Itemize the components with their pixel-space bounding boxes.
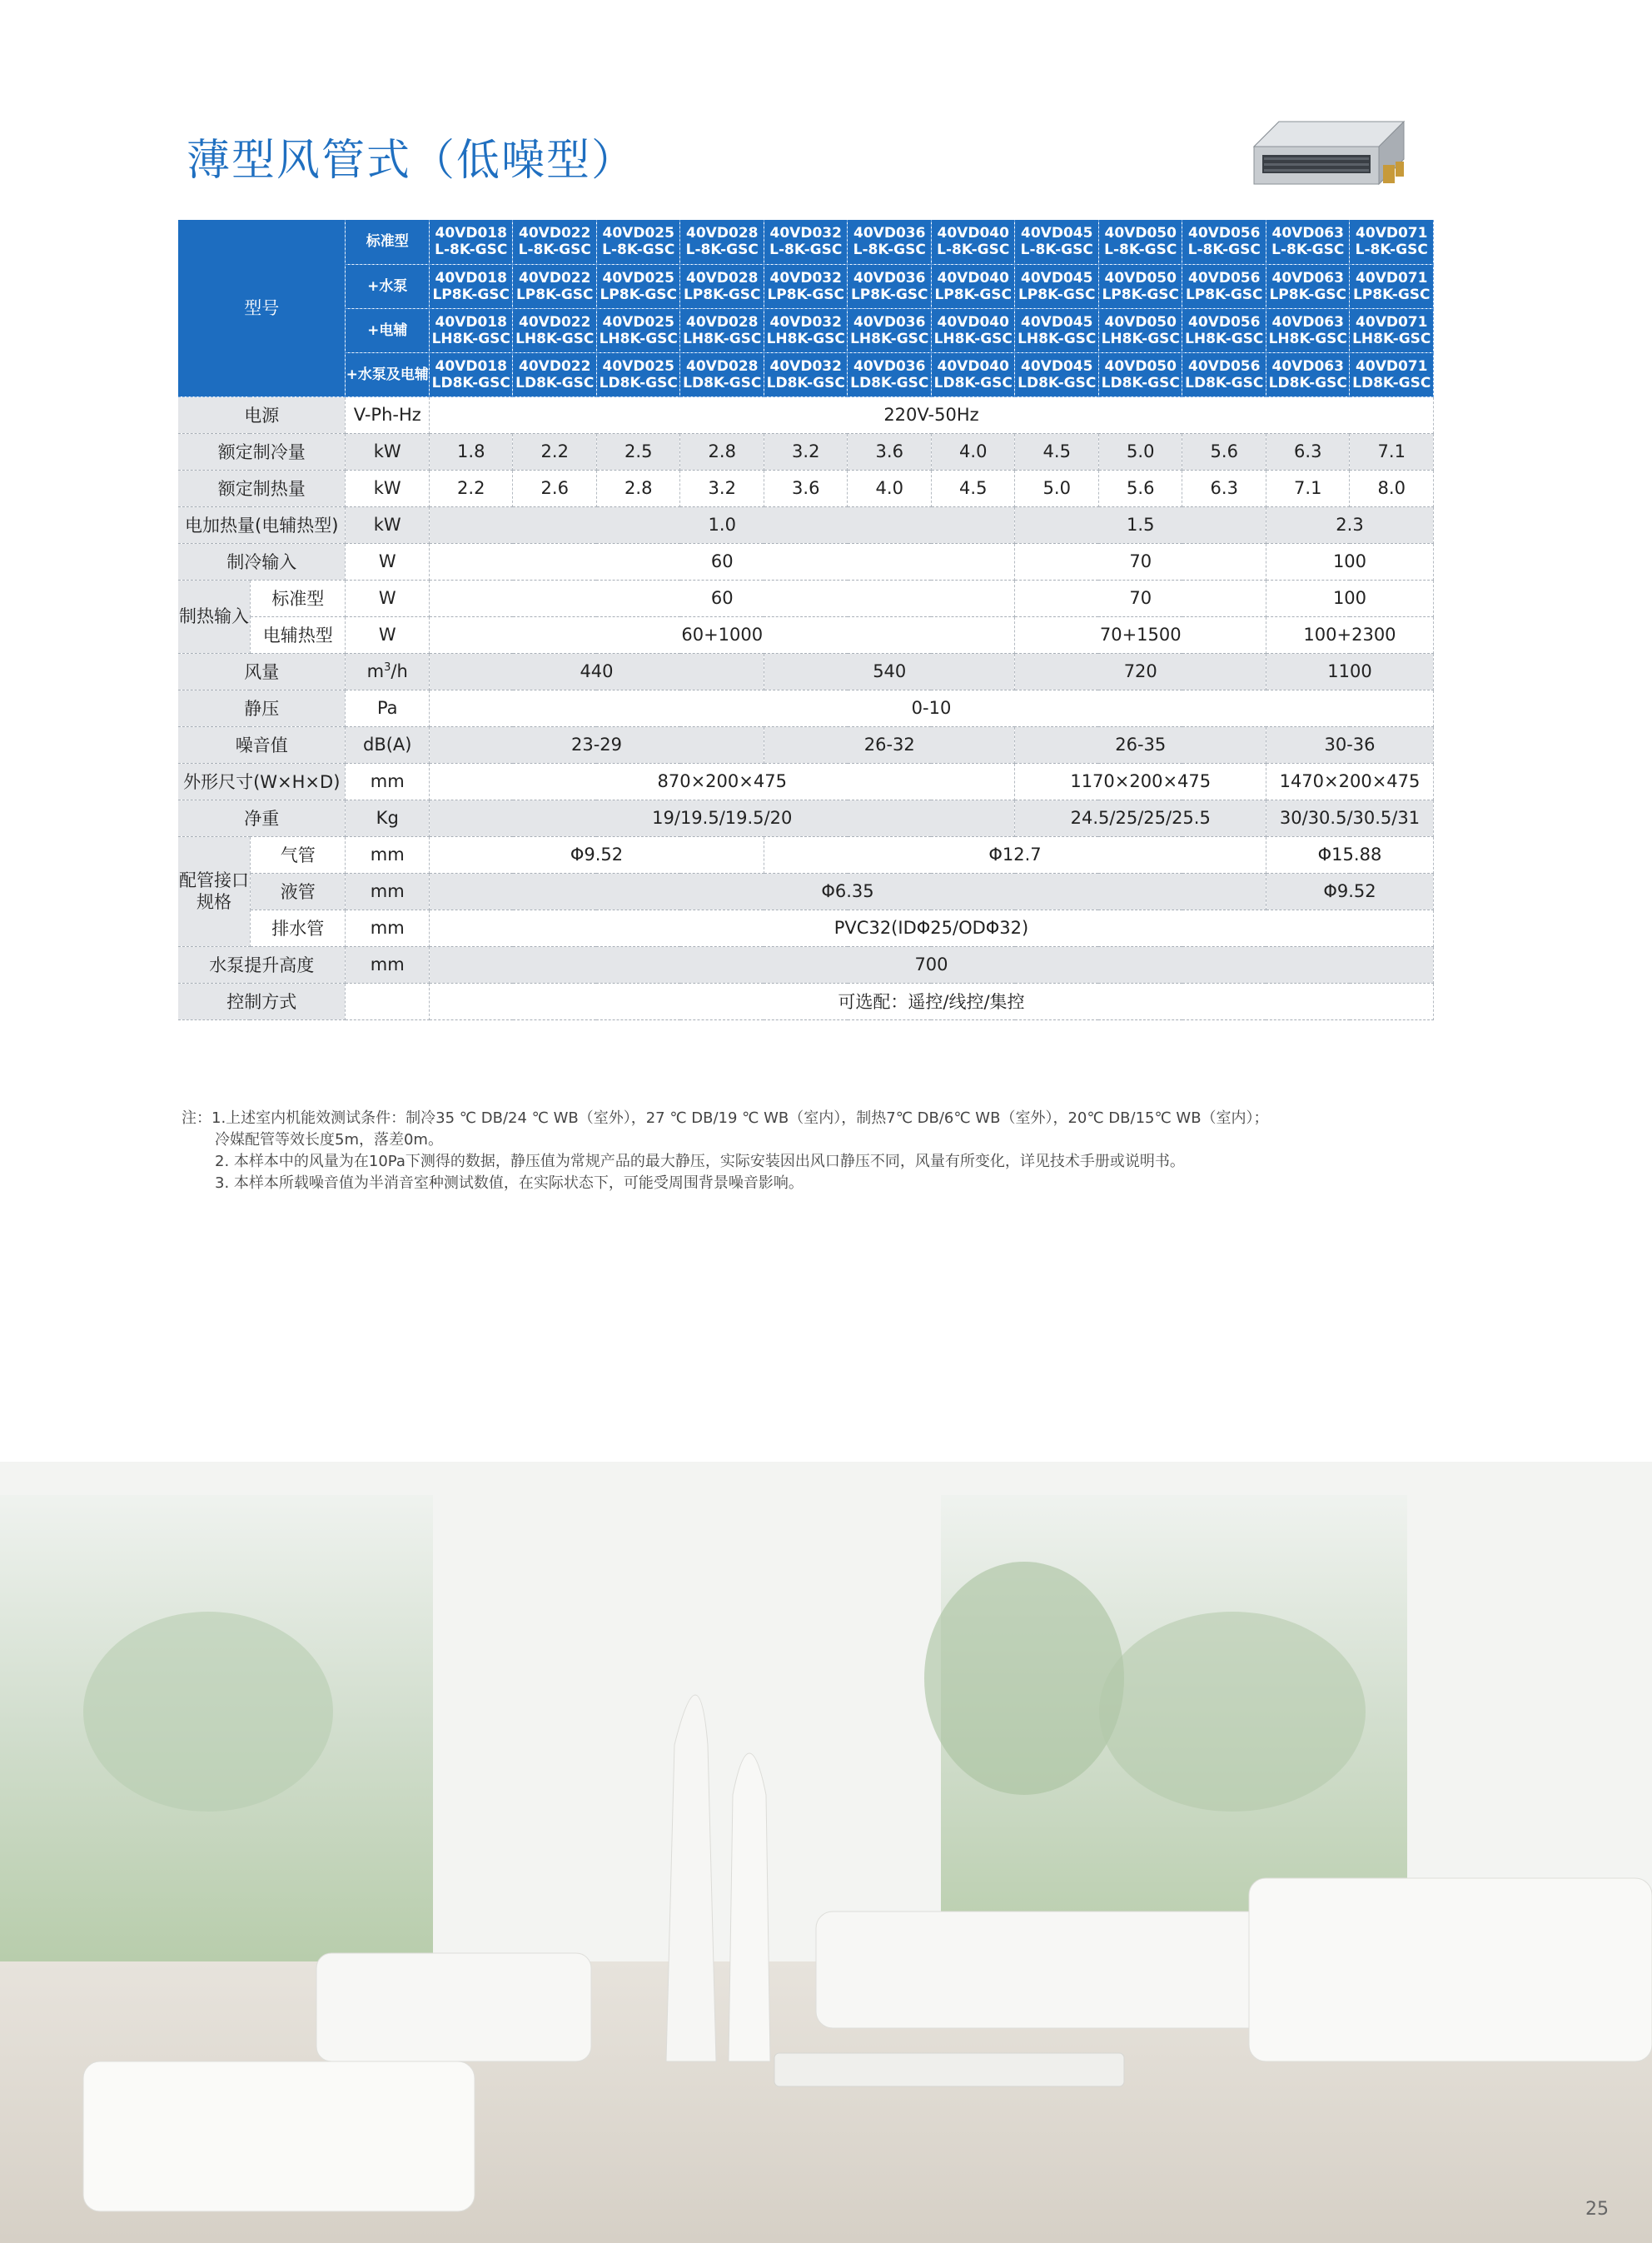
row-value: 1170×200×475 (1015, 763, 1266, 800)
row-unit: kW (346, 506, 430, 543)
row-value: 可选配：遥控/线控/集控 (429, 983, 1433, 1019)
table-row (178, 264, 1434, 308)
note-line: 注：1.上述室内机能效测试条件：制冷35 ℃ DB/24 ℃ WB（室外），27 ℃ DB/19 ℃ WB（室内），制热7℃ DB/6℃ WB（室外），20℃ DB/15℃ WB（室内）； (182, 1109, 1269, 1127)
sub-label: 电辅热型 (250, 616, 346, 653)
table-row (178, 506, 1434, 543)
table-row (178, 580, 1434, 616)
table-row (178, 836, 1434, 873)
model-code: 40VD045 LD8K-GSC (1015, 352, 1099, 396)
row-value: 4.0 (931, 433, 1015, 470)
row-unit: Kg (346, 800, 430, 836)
row-value: 30-36 (1266, 726, 1433, 763)
row-value: 2.2 (513, 433, 597, 470)
row-value: 870×200×475 (429, 763, 1015, 800)
row-label: 配管接口规格 (178, 836, 250, 946)
model-code: 40VD032 LD8K-GSC (764, 352, 848, 396)
row-value: 19/19.5/19.5/20 (429, 800, 1015, 836)
living-room-illustration (0, 1462, 1652, 2243)
row-value: 540 (764, 653, 1015, 690)
row-value: 1.0 (429, 506, 1015, 543)
row-label: 净重 (178, 800, 346, 836)
row-value: 24.5/25/25/25.5 (1015, 800, 1266, 836)
row-unit: mm (346, 910, 430, 946)
model-code: 40VD040 LP8K-GSC (931, 264, 1015, 308)
table-row (178, 220, 1434, 264)
model-code: 40VD071 LH8K-GSC (1350, 308, 1434, 352)
row-value: 7.1 (1350, 433, 1434, 470)
row-value: 5.6 (1098, 470, 1182, 506)
model-label: 型号 (178, 220, 346, 396)
row-value: 2.3 (1266, 506, 1433, 543)
model-code: 40VD032 LH8K-GSC (764, 308, 848, 352)
model-code: 40VD045 LP8K-GSC (1015, 264, 1099, 308)
row-value: 30/30.5/30.5/31 (1266, 800, 1433, 836)
row-unit: mm (346, 946, 430, 983)
table-row (178, 763, 1434, 800)
row-value: 26-35 (1015, 726, 1266, 763)
row-unit: dB(A) (346, 726, 430, 763)
table-row (178, 352, 1434, 396)
row-value: 7.1 (1266, 470, 1350, 506)
variant-label: +电辅 (346, 308, 430, 352)
row-label: 外形尺寸(W×H×D) (178, 763, 346, 800)
table-row (178, 653, 1434, 690)
model-code: 40VD018 LH8K-GSC (429, 308, 513, 352)
row-unit: Pa (346, 690, 430, 726)
table-row (178, 543, 1434, 580)
row-unit: mm (346, 763, 430, 800)
row-value: 8.0 (1350, 470, 1434, 506)
row-unit: W (346, 616, 430, 653)
model-code: 40VD022 LP8K-GSC (513, 264, 597, 308)
model-code: 40VD036 LD8K-GSC (848, 352, 932, 396)
row-label: 控制方式 (178, 983, 346, 1019)
model-code: 40VD025 L-8K-GSC (596, 220, 680, 264)
row-value: 70+1500 (1015, 616, 1266, 653)
row-value: 2.6 (513, 470, 597, 506)
page-number: 25 (1585, 2199, 1609, 2220)
row-value: 4.5 (1015, 433, 1099, 470)
model-code: 40VD063 L-8K-GSC (1266, 220, 1350, 264)
row-value: 2.8 (680, 433, 764, 470)
row-value: 220V-50Hz (429, 396, 1433, 433)
row-value: 2.2 (429, 470, 513, 506)
row-value: Φ6.35 (429, 873, 1266, 910)
page-title: 薄型风管式（低噪型） (187, 136, 637, 186)
row-value: Φ9.52 (1266, 873, 1433, 910)
model-code: 40VD056 LP8K-GSC (1182, 264, 1266, 308)
row-value: 100+2300 (1266, 616, 1433, 653)
model-code: 40VD025 LH8K-GSC (596, 308, 680, 352)
row-value: Φ12.7 (764, 836, 1266, 873)
table-row (178, 946, 1434, 983)
variant-label: 标准型 (346, 220, 430, 264)
model-code: 40VD056 LH8K-GSC (1182, 308, 1266, 352)
row-value: 1470×200×475 (1266, 763, 1433, 800)
row-label: 电加热量(电辅热型) (178, 506, 346, 543)
table-row (178, 983, 1434, 1019)
row-value: 440 (429, 653, 764, 690)
row-unit: mm (346, 873, 430, 910)
table-row (178, 433, 1434, 470)
model-code: 40VD045 LH8K-GSC (1015, 308, 1099, 352)
row-label: 水泵提升高度 (178, 946, 346, 983)
model-code: 40VD032 LP8K-GSC (764, 264, 848, 308)
table-row (178, 800, 1434, 836)
model-code: 40VD022 L-8K-GSC (513, 220, 597, 264)
table-row (178, 470, 1434, 506)
model-code: 40VD028 LP8K-GSC (680, 264, 764, 308)
sub-label: 标准型 (250, 580, 346, 616)
row-value: 720 (1015, 653, 1266, 690)
row-value: 23-29 (429, 726, 764, 763)
row-value: 60 (429, 543, 1015, 580)
model-code: 40VD025 LD8K-GSC (596, 352, 680, 396)
model-code: 40VD018 L-8K-GSC (429, 220, 513, 264)
row-value: 1.8 (429, 433, 513, 470)
row-value: 700 (429, 946, 1433, 983)
row-value: 60+1000 (429, 616, 1015, 653)
model-code: 40VD063 LH8K-GSC (1266, 308, 1350, 352)
spec-table (178, 220, 1434, 1020)
row-value: Φ9.52 (429, 836, 764, 873)
row-value: 0-10 (429, 690, 1433, 726)
row-unit: mm (346, 836, 430, 873)
model-code: 40VD045 L-8K-GSC (1015, 220, 1099, 264)
model-code: 40VD036 LP8K-GSC (848, 264, 932, 308)
table-row (178, 690, 1434, 726)
model-code: 40VD071 L-8K-GSC (1350, 220, 1434, 264)
row-value: 4.0 (848, 470, 932, 506)
sub-label: 气管 (250, 836, 346, 873)
model-code: 40VD071 LP8K-GSC (1350, 264, 1434, 308)
row-label: 额定制热量 (178, 470, 346, 506)
row-value: 2.8 (596, 470, 680, 506)
model-code: 40VD063 LD8K-GSC (1266, 352, 1350, 396)
model-code: 40VD032 L-8K-GSC (764, 220, 848, 264)
row-unit: W (346, 580, 430, 616)
model-code: 40VD036 L-8K-GSC (848, 220, 932, 264)
row-value: 3.6 (848, 433, 932, 470)
row-value: 5.0 (1098, 433, 1182, 470)
row-value: 26-32 (764, 726, 1015, 763)
row-value: 6.3 (1266, 433, 1350, 470)
model-code: 40VD028 LD8K-GSC (680, 352, 764, 396)
row-label: 风量 (178, 653, 346, 690)
variant-label: +水泵 (346, 264, 430, 308)
model-code: 40VD025 LP8K-GSC (596, 264, 680, 308)
variant-label: +水泵及电辅 (346, 352, 430, 396)
unit-sup: 3 (384, 661, 391, 674)
table-row (178, 726, 1434, 763)
row-value: 100 (1266, 580, 1433, 616)
row-label: 噪音值 (178, 726, 346, 763)
row-value: 3.6 (764, 470, 848, 506)
row-value: 6.3 (1182, 470, 1266, 506)
table-row (178, 396, 1434, 433)
model-code: 40VD040 LD8K-GSC (931, 352, 1015, 396)
row-value: 3.2 (764, 433, 848, 470)
row-label: 电源 (178, 396, 346, 433)
model-code: 40VD036 LH8K-GSC (848, 308, 932, 352)
row-label: 额定制冷量 (178, 433, 346, 470)
sub-label: 排水管 (250, 910, 346, 946)
model-code: 40VD056 L-8K-GSC (1182, 220, 1266, 264)
model-code: 40VD040 L-8K-GSC (931, 220, 1015, 264)
row-value: PVC32(IDΦ25/ODΦ32) (429, 910, 1433, 946)
row-value: 1100 (1266, 653, 1433, 690)
note-line: 2. 本样本中的风量为在10Pa下测得的数据，静压值为常规产品的最大静压，实际安装因出风口静压不同，风量有所变化，详见技术手册或说明书。 (215, 1153, 1185, 1170)
living-room-photo (0, 1462, 1652, 2243)
model-code: 40VD022 LD8K-GSC (513, 352, 597, 396)
row-unit: W (346, 543, 430, 580)
table-row (178, 308, 1434, 352)
row-label: 制冷输入 (178, 543, 346, 580)
model-code: 40VD050 LP8K-GSC (1098, 264, 1182, 308)
row-value: 4.5 (931, 470, 1015, 506)
row-value: 60 (429, 580, 1015, 616)
table-row (178, 873, 1434, 910)
row-unit: kW (346, 433, 430, 470)
model-code: 40VD050 L-8K-GSC (1098, 220, 1182, 264)
model-code: 40VD018 LP8K-GSC (429, 264, 513, 308)
row-unit (346, 983, 430, 1019)
model-code: 40VD022 LH8K-GSC (513, 308, 597, 352)
table-row (178, 616, 1434, 653)
model-code: 40VD050 LH8K-GSC (1098, 308, 1182, 352)
row-unit: kW (346, 470, 430, 506)
row-value: 5.0 (1015, 470, 1099, 506)
duct-unit-product-image (1246, 113, 1412, 197)
model-code: 40VD056 LD8K-GSC (1182, 352, 1266, 396)
row-unit (346, 653, 430, 690)
note-line: 冷媒配管等效长度5m，落差0m。 (215, 1131, 443, 1149)
row-value: 70 (1015, 580, 1266, 616)
row-label: 静压 (178, 690, 346, 726)
row-value: 1.5 (1015, 506, 1266, 543)
unit-tail: /h (391, 661, 408, 681)
model-code: 40VD071 LD8K-GSC (1350, 352, 1434, 396)
model-code: 40VD050 LD8K-GSC (1098, 352, 1182, 396)
row-value: 5.6 (1182, 433, 1266, 470)
footnotes (182, 1108, 1414, 1194)
note-line: 3. 本样本所载噪音值为半消音室种测试数值，在实际状态下，可能受周围背景噪音影响。 (215, 1174, 804, 1192)
row-value: 2.5 (596, 433, 680, 470)
model-code: 40VD028 L-8K-GSC (680, 220, 764, 264)
row-value: 3.2 (680, 470, 764, 506)
row-value: Φ15.88 (1266, 836, 1433, 873)
sub-label: 液管 (250, 873, 346, 910)
row-label: 制热输入 (178, 580, 250, 653)
table-row (178, 910, 1434, 946)
unit-base: m (366, 661, 385, 681)
model-code: 40VD018 LD8K-GSC (429, 352, 513, 396)
model-code: 40VD040 LH8K-GSC (931, 308, 1015, 352)
row-value: 70 (1015, 543, 1266, 580)
row-value: 100 (1266, 543, 1433, 580)
row-unit: V-Ph-Hz (346, 396, 430, 433)
model-code: 40VD063 LP8K-GSC (1266, 264, 1350, 308)
model-code: 40VD028 LH8K-GSC (680, 308, 764, 352)
